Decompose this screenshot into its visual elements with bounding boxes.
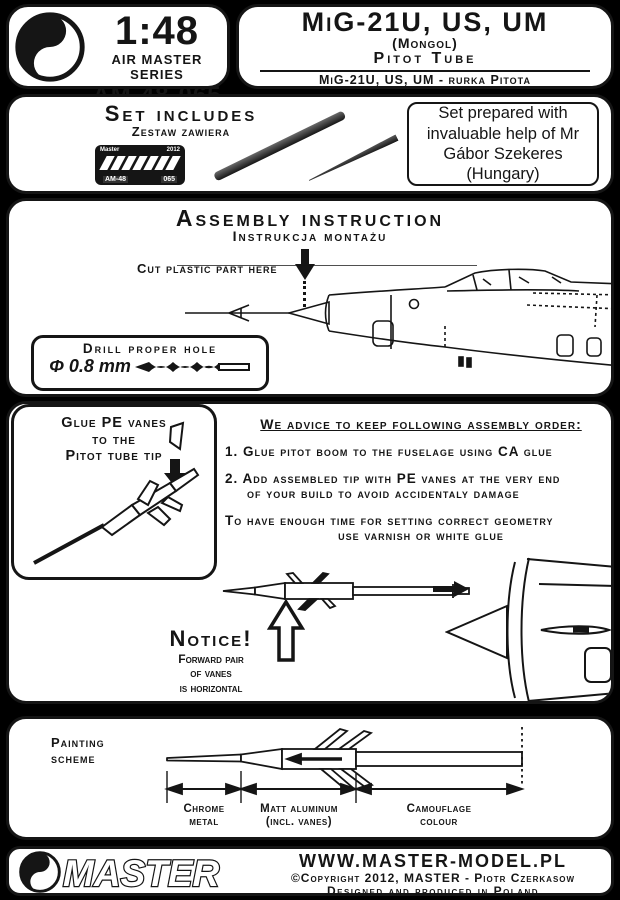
master-logotype bbox=[61, 852, 253, 894]
footer-website: WWW.MASTER-MODEL.PL bbox=[299, 851, 567, 871]
assembly-panel bbox=[6, 198, 614, 397]
drill-bit-icon bbox=[133, 357, 251, 377]
drill-size: Φ 0.8 mm bbox=[49, 356, 131, 376]
notice-title: Notice! bbox=[169, 626, 253, 651]
advice-tip-line2: use varnish or white glue bbox=[338, 528, 504, 543]
glue-line2: to the bbox=[92, 431, 136, 448]
title-divider bbox=[260, 70, 590, 72]
painting-heading-line2: scheme bbox=[51, 750, 96, 766]
footer-produced: Designed and produced in Poland bbox=[326, 884, 540, 899]
fret-vanes bbox=[103, 156, 177, 172]
credit-note-text: Set prepared with invaluable help of Mr Gábor Szekeres (Hungary) bbox=[426, 104, 580, 184]
master-logo-swirl bbox=[15, 11, 85, 83]
set-includes-heading-pl: Zestaw zawiera bbox=[131, 124, 231, 139]
paint-label-chrome: Chrome metal bbox=[183, 803, 225, 829]
page-subtitle2: Pitot Tube bbox=[373, 50, 477, 67]
fret-year-text: 2012 bbox=[166, 147, 180, 153]
advice-step1: 1. Glue pitot boom to the fuselage using CA glue bbox=[225, 444, 553, 459]
footer-copyright: ©Copyright 2012, MASTER - Piotr Czerkasow bbox=[290, 870, 576, 885]
page-subtitle-pl: MiG-21U, US, UM - rurka Pitota bbox=[318, 72, 531, 87]
paint-label-matt-aluminum: Matt aluminum (incl. vanes) bbox=[260, 803, 338, 829]
advice-heading: We advice to keep following assembly order: bbox=[260, 416, 582, 432]
page-title: MiG-21U, US, UM bbox=[301, 7, 549, 37]
assembly-heading-pl: Instrukcja montażu bbox=[232, 228, 388, 244]
svg-text:MASTER: MASTER bbox=[63, 853, 220, 894]
nose-closeup-diagram bbox=[445, 556, 614, 704]
pe-fret-image bbox=[95, 145, 185, 185]
master-logo-swirl-footer bbox=[19, 851, 61, 893]
cut-label: Cut plastic part here bbox=[137, 261, 278, 276]
fret-brand-text: Master bbox=[100, 147, 120, 153]
notice-line1: Forward pair bbox=[178, 652, 244, 666]
fret-code-left: AM-48 bbox=[105, 176, 127, 183]
scale-text: 1:48 bbox=[114, 9, 200, 53]
up-arrow-icon bbox=[267, 600, 305, 662]
paint-label-camouflage: Camouflage colour bbox=[406, 803, 472, 829]
set-includes-heading: Set includes bbox=[104, 101, 258, 126]
notice-block bbox=[141, 626, 281, 695]
header-title-panel bbox=[236, 4, 614, 89]
drill-box bbox=[31, 335, 269, 391]
glue-line3: Pitot tube tip bbox=[65, 448, 163, 465]
drill-heading: Drill proper hole bbox=[82, 341, 218, 356]
advice-step2-line1: 2. Add assembled tip with PE vanes at the very end bbox=[225, 471, 561, 486]
footer-panel bbox=[6, 846, 614, 899]
advice-step2-line2: of your build to avoid accidentaly damage bbox=[247, 486, 520, 501]
fret-code-right: 065 bbox=[163, 176, 175, 183]
header-logo-panel bbox=[6, 4, 230, 89]
glue-vanes-diagram bbox=[18, 415, 214, 575]
series-text: AIR MASTER SERIES bbox=[111, 52, 203, 82]
steps-panel bbox=[6, 401, 614, 704]
advice-tip-line1: To have enough time for setting correct geometry bbox=[225, 513, 554, 528]
glue-vanes-box bbox=[11, 404, 217, 580]
assembly-heading: Assembly instruction bbox=[175, 205, 445, 231]
credit-note-box bbox=[407, 102, 599, 186]
page-subtitle: (Mongol) bbox=[392, 35, 458, 51]
notice-line3: is horizontal bbox=[179, 680, 243, 695]
glue-line1: Glue PE vanes bbox=[61, 415, 167, 431]
painting-heading-line1: Painting bbox=[51, 735, 105, 750]
notice-line2: of vanes bbox=[190, 666, 232, 681]
pitot-tip-part-photo bbox=[307, 134, 398, 183]
set-includes-panel bbox=[6, 94, 614, 194]
painting-panel bbox=[6, 716, 614, 840]
